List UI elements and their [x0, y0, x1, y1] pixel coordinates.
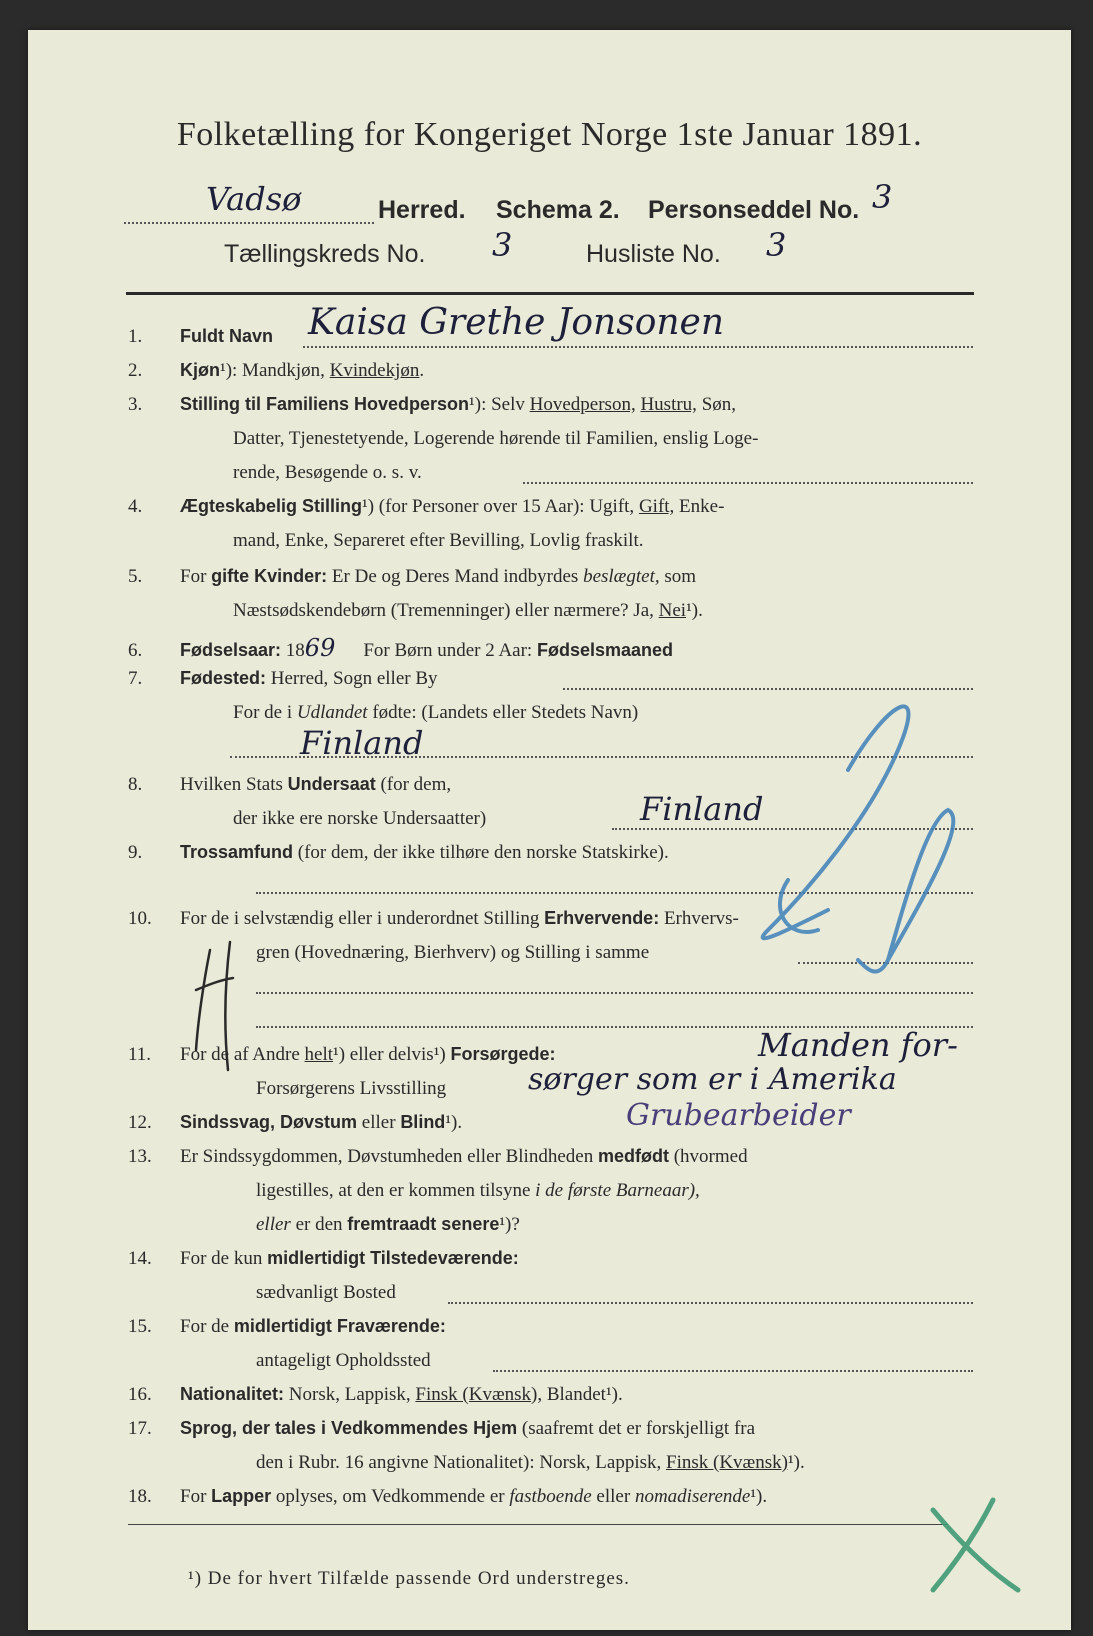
item-label: Stilling til Familiens Hovedperson: [180, 394, 470, 414]
item-text: Er De og Deres Mand indbyrdes: [327, 566, 584, 587]
item-number: 15.: [128, 1316, 152, 1337]
item-text: ¹): Mandkjøn,: [220, 360, 330, 381]
blue-pencil-mark: [763, 706, 954, 971]
personseddel-value: 3: [872, 178, 893, 216]
item-number: 17.: [128, 1418, 152, 1439]
item-text: den i Rubr. 16 angivne Nationalitet): Norsk, Lappisk,: [256, 1452, 667, 1473]
item-label: midlertidigt Tilstedeværende:: [267, 1248, 519, 1268]
herred-value: Vadsø: [206, 180, 302, 218]
item-label: Undersaat: [287, 774, 376, 794]
birth-year-value: 69: [304, 634, 336, 662]
item-number: 13.: [128, 1146, 152, 1167]
item-15-line2: antageligt Opholdssted: [256, 1350, 431, 1371]
item-label: Ægteskabelig Stilling: [180, 496, 363, 516]
item-number: 10.: [128, 908, 152, 929]
item-text: For: [180, 1486, 212, 1507]
item-label: Lapper: [211, 1486, 272, 1506]
item-text: er den: [290, 1214, 348, 1235]
pencil-tally-mark: [196, 942, 233, 1070]
item-text: fødte: (Landets eller Stedets Navn): [367, 702, 639, 723]
taellingskreds-value: 3: [492, 226, 513, 264]
item-text: For Børn under 2 Aar:: [363, 640, 537, 661]
taellingskreds-label: Tællingskreds No.: [224, 240, 426, 268]
item-text: oplyses, om Vedkommende er: [271, 1486, 510, 1507]
item-text: Erhvervs-: [659, 908, 739, 929]
item-text: For de i: [233, 702, 297, 723]
schema-label: Schema 2.: [496, 196, 620, 224]
item-text-italic: fastboende: [509, 1486, 592, 1507]
item-text: ¹): Selv: [469, 394, 530, 415]
item-number: 4.: [128, 496, 143, 517]
item-text: 18: [281, 640, 305, 661]
item-text-italic: Udlandet: [296, 702, 368, 723]
item-label: Fødested:: [180, 668, 267, 688]
item-number: 5.: [128, 566, 143, 587]
item-number: 2.: [128, 360, 143, 381]
item-label: Kjøn: [180, 360, 220, 380]
pencil-marks: [28, 30, 1071, 1630]
green-cross-mark: [933, 1500, 1018, 1590]
hovedperson-underlined: Hovedperson,: [529, 394, 636, 415]
husliste-label: Husliste No.: [586, 240, 721, 268]
item-number: 6.: [128, 640, 143, 661]
item-text: (for dem,: [375, 774, 452, 795]
item-text: For: [180, 566, 212, 587]
item-label: Sindssvag, Døvstum: [180, 1112, 358, 1132]
item-label: Blind: [400, 1112, 446, 1132]
finsk-underlined: Finsk (Kvænsk),: [415, 1384, 543, 1405]
item-text: Hvilken Stats: [180, 774, 288, 795]
husliste-value: 3: [766, 226, 787, 264]
gender-female-underlined: Kvindekjøn: [329, 360, 420, 381]
item-text: (saafremt det er forskjelligt fra: [517, 1418, 756, 1439]
item-label: Forsørgede:: [450, 1044, 556, 1064]
item-number: 7.: [128, 668, 143, 689]
footnote: ¹) De for hvert Tilfælde passende Ord understreges.: [188, 1568, 630, 1589]
item-text: ¹).: [686, 600, 703, 621]
item-text: Enke-: [674, 496, 725, 517]
item-text: Herred, Sogn eller By: [266, 668, 438, 689]
item-text: ¹) (for Personer over 15 Aar): Ugift,: [362, 496, 639, 517]
occupation-value: Grubearbeider: [626, 1098, 851, 1133]
item-text: eller: [591, 1486, 635, 1507]
item-label: Nationalitet:: [180, 1384, 285, 1404]
gift-underlined: Gift,: [638, 496, 675, 517]
item-label: gifte Kvinder:: [211, 566, 328, 586]
item-text: Søn,: [696, 394, 737, 415]
provider-value-line1: Manden for-: [758, 1026, 958, 1064]
item-text: For de i selvstændig eller i underordnet Stilling: [180, 908, 545, 929]
item-label: Fuldt Navn: [180, 326, 273, 346]
item-text: som: [659, 566, 697, 587]
item-text: ¹).: [445, 1112, 463, 1133]
item-text: eller: [357, 1112, 401, 1133]
item-text: Er Sindssygdommen, Døvstumheden eller Blindheden: [180, 1146, 598, 1167]
item-text-italic: eller: [256, 1214, 291, 1235]
item-14-line2: sædvanligt Bosted: [256, 1282, 396, 1303]
hustru-underlined: Hustru,: [640, 394, 697, 415]
item-text: (hvormed: [668, 1146, 748, 1167]
herred-label: Herred.: [378, 196, 466, 224]
item-4-line2: mand, Enke, Separeret efter Bevilling, Lovlig fraskilt.: [233, 530, 644, 551]
item-text: Blandet¹).: [542, 1384, 623, 1405]
item-label: Erhvervende:: [544, 908, 660, 928]
item-label: Fødselsaar:: [180, 640, 282, 660]
item-text-italic: nomadiserende: [634, 1486, 751, 1507]
item-number: 3.: [128, 394, 143, 415]
item-label: Fødselsmaaned: [536, 640, 674, 660]
item-label: fremtraadt senere: [347, 1214, 500, 1234]
nei-underlined: Nei: [658, 600, 687, 621]
item-label: Sprog, der tales i Vedkommendes Hjem: [180, 1418, 518, 1438]
item-text: ¹).: [787, 1452, 805, 1473]
provider-value-line2: sørger som er i Amerika: [528, 1062, 897, 1097]
item-number: 16.: [128, 1384, 152, 1405]
item-text-italic: beslægtet,: [583, 566, 660, 587]
item-text: ¹) eller delvis¹): [333, 1044, 451, 1065]
form-title: Folketælling for Kongeriget Norge 1ste Januar 1891.: [176, 116, 923, 153]
item-number: 11.: [128, 1044, 152, 1065]
full-name-value: Kaisa Grethe Jonsonen: [308, 302, 725, 343]
item-text: For de kun: [180, 1248, 268, 1269]
item-text: ¹).: [750, 1486, 768, 1507]
item-text: ligestilles, at den er kommen tilsyne: [256, 1180, 536, 1201]
item-number: 12.: [128, 1112, 152, 1133]
item-8-line2: der ikke ere norske Undersaatter): [233, 808, 487, 829]
item-3-line2: Datter, Tjenestetyende, Logerende hørende til Familien, enslig Loge-: [233, 428, 759, 449]
item-11-line2: Forsørgerens Livsstilling: [256, 1078, 447, 1099]
item-text: For de: [180, 1316, 234, 1337]
item-text: Norsk, Lappisk,: [284, 1384, 416, 1405]
item-number: 8.: [128, 774, 143, 795]
census-form: [28, 30, 1071, 1630]
item-number: 1.: [128, 326, 143, 347]
item-text: Næstsødskendebørn (Tremenninger) eller nærmere? Ja,: [233, 600, 659, 621]
helt-underlined: helt: [304, 1044, 334, 1065]
item-text: For de af Andre: [180, 1044, 305, 1065]
item-label: Trossamfund: [180, 842, 294, 862]
item-label: midlertidigt Fraværende:: [233, 1316, 446, 1336]
birthplace-value: Finland: [300, 724, 424, 762]
item-10-line2: gren (Hovednæring, Bierhverv) og Stilling i samme: [256, 942, 650, 963]
citizenship-value: Finland: [640, 790, 764, 828]
item-text: ¹)?: [499, 1214, 520, 1235]
item-label: medfødt: [597, 1146, 669, 1166]
item-text: (for dem, der ikke tilhøre den norske Statskirke).: [293, 842, 669, 863]
language-finsk-underlined: Finsk (Kvænsk): [666, 1452, 788, 1473]
item-number: 18.: [128, 1486, 152, 1507]
personseddel-label: Personseddel No.: [648, 196, 860, 224]
item-number: 9.: [128, 842, 143, 863]
item-2: 2. Kjøn¹): Mandkjøn, Kvindekjøn.: [128, 360, 425, 381]
item-text-italic: i de første Barneaar),: [535, 1180, 700, 1201]
item-3-line3: rende, Besøgende o. s. v.: [233, 462, 422, 483]
item-number: 14.: [128, 1248, 152, 1269]
